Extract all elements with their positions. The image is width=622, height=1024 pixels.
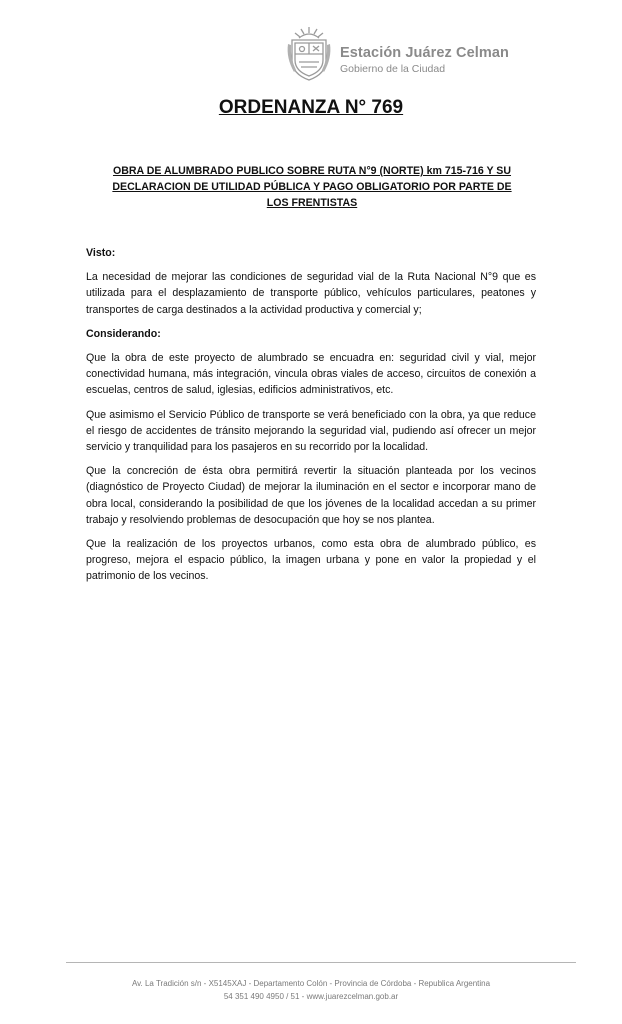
letterhead	[284, 24, 544, 88]
considerando-paragraph-4: Que la realización de los proyectos urbanos, como esta obra de alumbrado público, es progreso, mejora el espacio público, la imagen urbana y pone en valor la propiedad y el patrimonio de los vecinos.	[86, 538, 536, 583]
ordinance-title: ORDENANZA N° 769	[218, 97, 404, 118]
municipality-name: Estación Juárez Celman	[340, 45, 510, 61]
footer-contact: 54 351 490 4950 / 51 - www.juarezcelman.gob.ar	[223, 992, 399, 1001]
considerando-paragraph-3: Que la concreción de ésta obra permitirá revertir la situación planteada por los vecinos (diagnóstico de Proyecto Ciudad) de mejorar la iluminación en el sector e incorporar mano de obra local, considerando la posibilidad de que los jóvenes de la localidad accedan a su primer trabajo y resolviendo problemas de desocupación que hoy se nos plantea.	[86, 465, 536, 526]
municipality-subtitle: Gobierno de la Ciudad	[340, 63, 446, 75]
considerando-paragraph-2: Que asimismo el Servicio Público de transporte se verá beneficiado con la obra, ya que reduce el riesgo de accidentes de tránsito mejorando la seguridad vial, pudiendo así ofrecer un mejor servicio y tranquilidad para los pasajeros en su recorrido por la localidad.	[86, 408, 536, 454]
ordinance-subject: OBRA DE ALUMBRADO PUBLICO SOBRE RUTA N°9 (NORTE) km 715-716 Y SU DECLARACION DE UTILIDAD PÚBLICA Y PAGO OBLIGATORIO POR PARTE DE LOS FRENTISTAS	[112, 165, 512, 209]
footer-divider	[66, 962, 576, 963]
considerando-heading: Considerando:	[86, 327, 161, 340]
municipal-crest-icon	[284, 24, 334, 84]
considerando-paragraph-1: Que la obra de este proyecto de alumbrado se encuadra en: seguridad civil y vial, mejor conectividad humana, más integración, vincula obras viales de acceso, circuitos de conexión a escuelas, centros de salud, iglesias, edificios administrativos, etc.	[86, 352, 536, 397]
ordinance-body	[86, 245, 536, 593]
visto-heading: Visto:	[86, 247, 116, 259]
visto-paragraph: La necesidad de mejorar las condiciones de seguridad vial de la Ruta Nacional N°9 que es utilizada para el desplazamiento de transporte público, vehículos particulares, peatones y transportes de carga destinados a la actividad productiva y comercial y;	[86, 271, 536, 316]
footer-address: Av. La Tradición s/n - X5145XAJ - Departamento Colón - Provincia de Córdoba - Republica Argentina	[131, 979, 491, 988]
